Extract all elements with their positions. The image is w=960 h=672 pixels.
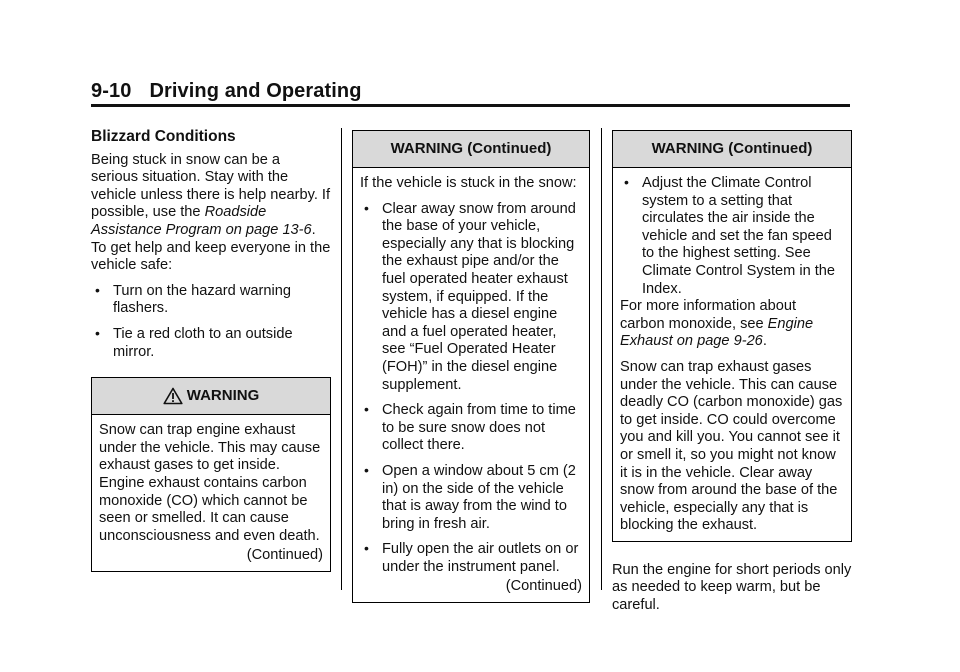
column-divider-1: [341, 128, 342, 590]
column-divider-2: [601, 128, 602, 590]
intro-text-end: . To get help and keep everyone in the vehicle safe:: [91, 221, 331, 274]
more-info-paragraph: [620, 298, 844, 351]
more-info-text-end: .: [762, 333, 767, 350]
more-info-text: For more information about carbon monoxide, see: [620, 298, 797, 332]
warning-box: [91, 377, 331, 572]
continued-label: (Continued): [505, 578, 582, 595]
warning-header: [92, 378, 330, 415]
intro-paragraph: [91, 152, 331, 275]
warning-body: [92, 415, 330, 571]
warning-continued-box: [612, 130, 852, 542]
climate-list: [620, 175, 844, 298]
list-item: • Open a window about 5 cm (2 in) on the side of the vehicle that is away from the wind to bring in fresh air.: [360, 463, 582, 533]
warning-continued-box: [352, 130, 590, 603]
column-3: [612, 130, 852, 615]
column-1: [91, 128, 331, 572]
header-rule: [91, 104, 850, 107]
column-2: [352, 130, 590, 603]
list-item: • Check again from time to time to be sure snow does not collect there.: [360, 402, 582, 455]
after-box-paragraph: Run the engine for short periods only as needed to keep warm, but be careful.: [612, 561, 852, 614]
snow-warning-paragraph: Snow can trap exhaust gases under the vehicle. This can cause deadly CO (carbon monoxide) gas to get inside. CO could overcome you and kill you. You cannot see it or smell it, so you might not know it is in the vehicle. Clear away snow from around the base of the vehicle, especially any that is blocking the exhaust.: [620, 358, 843, 534]
list-item: • Adjust the Climate Control system to a setting that circulates the air inside the vehicle and set the fan speed to the highest setting. See Climate Control System in the Index.: [620, 175, 844, 298]
warning-title: WARNING: [186, 387, 260, 405]
safety-list: [91, 283, 331, 361]
section-heading: Blizzard Conditions: [91, 128, 236, 145]
warning-text: Snow can trap engine exhaust under the vehicle. This may cause exhaust gases to get inside. Engine exhaust contains carbon monoxide (CO) which cannot be seen or smelled. It can cause unconsciousness and even death.: [99, 422, 321, 544]
section-title: Driving and Operating: [149, 80, 362, 102]
page-number: 9-10: [91, 80, 132, 102]
warning-continued-header: WARNING (Continued): [613, 131, 851, 168]
list-item: • Fully open the air outlets on or under the instrument panel.: [360, 541, 582, 576]
stuck-intro: If the vehicle is stuck in the snow:: [360, 175, 577, 191]
page-header: [91, 80, 362, 103]
warning-continued-body: [613, 168, 851, 541]
warning-continued-body: [353, 168, 589, 602]
roadside-assistance-link[interactable]: Roadside Assistance Program on page 13-6: [91, 204, 312, 238]
continued-label: (Continued): [246, 547, 323, 564]
warning-continued-header: WARNING (Continued): [353, 131, 589, 168]
warning-triangle-icon: [163, 387, 183, 405]
engine-exhaust-link[interactable]: Engine Exhaust on page 9-26: [620, 315, 814, 350]
stuck-list: [360, 201, 582, 577]
list-item: • Turn on the hazard warning flashers.: [91, 283, 331, 318]
intro-text: Being stuck in snow can be a serious situation. Stay with the vehicle unless there is help nearby. If possible, use the: [91, 151, 331, 221]
list-item: • Tie a red cloth to an outside mirror.: [91, 326, 331, 361]
list-item: • Clear away snow from around the base of your vehicle, especially any that is blocking the exhaust pipe and/or the fuel operated heater exhaust system, if equipped. If the vehicle has a diesel engine and a fuel operated heater, see “Fuel Operated Heater (FOH)” in the diesel engine supplement.: [360, 201, 582, 395]
